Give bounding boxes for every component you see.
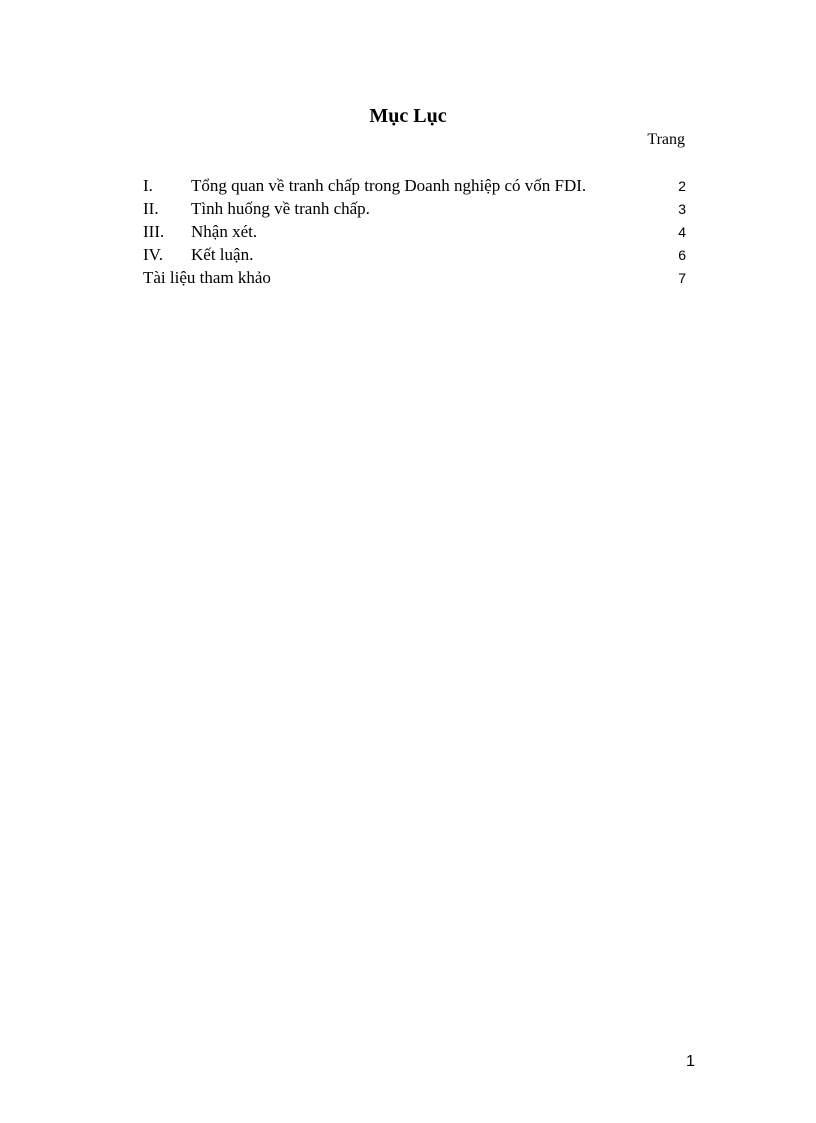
toc-entry	[143, 174, 689, 197]
table-of-contents	[143, 174, 689, 289]
toc-entry-text: Tài liệu tham khảo	[143, 268, 271, 287]
toc-entry-text: Kết luận.	[191, 245, 254, 264]
page-title: Mục Lục	[369, 105, 447, 127]
toc-entry-page: 3	[678, 201, 686, 217]
toc-entry	[143, 220, 689, 243]
toc-entry	[143, 243, 689, 266]
toc-entry-text: Nhận xét.	[191, 222, 258, 241]
toc-entry	[143, 266, 689, 289]
toc-entry-text: Tổng quan về tranh chấp trong Doanh nghiệp có vốn FDI.	[191, 176, 587, 195]
toc-entry-page: 7	[678, 270, 686, 286]
toc-entry-number: II.	[143, 199, 159, 218]
toc-entry-page: 2	[678, 178, 686, 194]
toc-entry-number: I.	[143, 176, 153, 195]
page-column-label: Trang	[647, 131, 685, 148]
toc-entry-page: 4	[678, 224, 686, 240]
page-number: 1	[686, 1053, 695, 1070]
toc-entry	[143, 197, 689, 220]
toc-entry-number: IV.	[143, 245, 163, 264]
toc-entry-number: III.	[143, 222, 165, 241]
toc-entry-text: Tình huống về tranh chấp.	[191, 199, 370, 218]
toc-entry-page: 6	[678, 247, 686, 263]
